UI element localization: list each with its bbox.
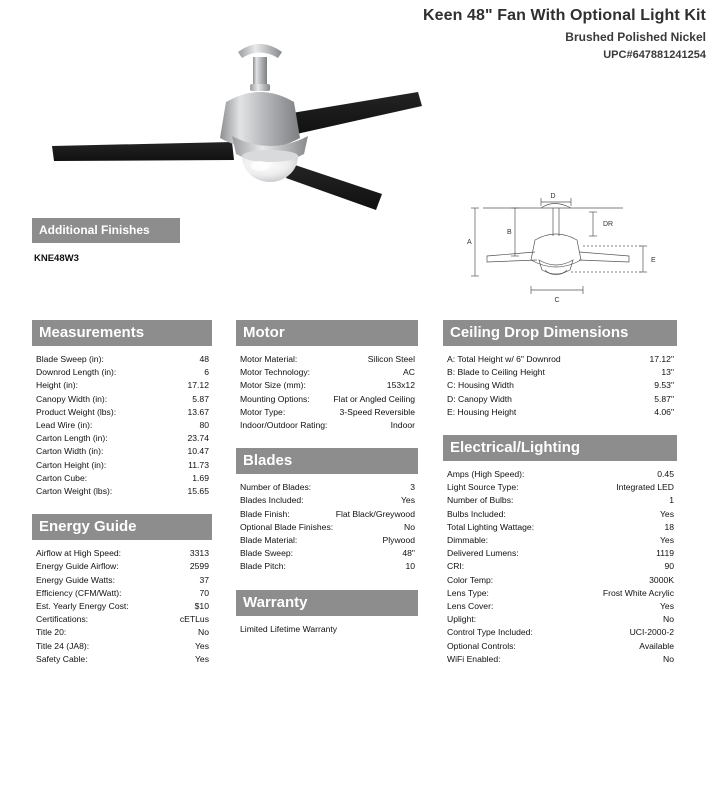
table-row: Downrod Length (in): 6 <box>36 367 209 378</box>
diagram-label-e: E <box>651 257 656 264</box>
energy-guide-header: Energy Guide <box>32 514 212 540</box>
section-electrical-lighting <box>443 435 677 666</box>
table-row: Product Weight (lbs): 13.67 <box>36 406 209 417</box>
spacer <box>443 419 677 435</box>
table-row: Carton Length (in): 23.74 <box>36 433 209 444</box>
table-row: Motor Type: 3-Speed Reversible <box>240 406 415 417</box>
table-row: Indoor/Outdoor Rating: Indoor <box>240 420 415 431</box>
table-row: Energy Guide Airflow: 2599 <box>36 561 209 572</box>
table-row: Dimmable: Yes <box>447 535 674 546</box>
table-row: Motor Size (mm): 153x12 <box>240 380 415 391</box>
column-left <box>32 320 212 666</box>
table-row: Blade Sweep (in): 48 <box>36 354 209 364</box>
table-row: Canopy Width (in): 5.87 <box>36 393 209 404</box>
diagram-label-b: B <box>507 229 512 236</box>
product-image <box>10 18 430 218</box>
table-row: Airflow at High Speed: 3313 <box>36 548 209 559</box>
table-row: CRI: 90 <box>447 561 674 572</box>
table-row: Lens Type: Frost White Acrylic <box>447 587 674 598</box>
table-row: Mounting Options: Flat or Angled Ceiling <box>240 393 415 404</box>
diagram-label-dr: DR <box>603 221 614 228</box>
table-row: Safety Cable: Yes <box>36 653 209 664</box>
table-row: Lens Cover: Yes <box>447 601 674 612</box>
table-row: Blades Included: Yes <box>240 495 415 506</box>
table-row: Total Lighting Wattage: 18 <box>447 521 674 532</box>
table-row: Carton Width (in): 10.47 <box>36 446 209 457</box>
table-row: Blade Finish: Flat Black/Greywood <box>240 508 415 519</box>
document-header <box>423 6 706 63</box>
section-blades <box>236 448 418 573</box>
spacer <box>236 574 418 590</box>
table-row: Light Source Type: Integrated LED <box>447 482 674 493</box>
blades-header: Blades <box>236 448 418 474</box>
table-row: Title 20: No <box>36 627 209 638</box>
table-row: Amps (High Speed): 0.45 <box>447 469 674 480</box>
table-row: Lead Wire (in): 80 <box>36 420 209 431</box>
additional-finishes-section <box>32 218 180 264</box>
table-row: Motor Material: Silicon Steel <box>240 354 415 364</box>
table-row: Est. Yearly Energy Cost: $10 <box>36 601 209 612</box>
section-ceiling-drop-dimensions <box>443 320 677 419</box>
diagram-label-c: C <box>554 297 560 304</box>
upc-code: UPC#647881241254 <box>603 49 706 61</box>
table-row: D: Canopy Width 5.87" <box>447 393 674 404</box>
table-row: Efficiency (CFM/Watt): 70 <box>36 587 209 598</box>
spacer <box>32 498 212 514</box>
table-row: Number of Bulbs: 1 <box>447 495 674 506</box>
table-row: Delivered Lumens: 1119 <box>447 548 674 559</box>
page-title: Keen 48" Fan With Optional Light Kit <box>422 7 706 24</box>
column-middle <box>236 320 418 636</box>
table-row: Bulbs Included: Yes <box>447 508 674 519</box>
electrical-header: Electrical/Lighting <box>443 435 677 461</box>
table-row: Uplight: No <box>447 614 674 625</box>
additional-finishes-header: Additional Finishes <box>32 218 180 243</box>
table-row: C: Housing Width 9.53" <box>447 380 674 391</box>
table-row: Number of Blades: 3 <box>240 482 415 493</box>
warranty-header: Warranty <box>236 590 418 616</box>
table-row: Height (in): 17.12 <box>36 380 209 391</box>
table-row: Optional Controls: Available <box>447 640 674 651</box>
table-row: B: Blade to Ceiling Height 13" <box>447 367 674 378</box>
table-row: Certifications: cETLus <box>36 614 209 625</box>
table-row: Blade Material: Plywood <box>240 535 415 546</box>
table-row: Control Type Included: UCI-2000-2 <box>447 627 674 638</box>
motor-header: Motor <box>236 320 418 346</box>
ceiling-drop-header: Ceiling Drop Dimensions <box>443 320 677 346</box>
table-row: A: Total Height w/ 6" Downrod 17.12" <box>447 354 674 364</box>
section-warranty <box>236 590 418 636</box>
table-row: Carton Weight (lbs): 15.65 <box>36 486 209 497</box>
warranty-text: Limited Lifetime Warranty <box>240 623 338 634</box>
section-motor <box>236 320 418 432</box>
measurements-header: Measurements <box>32 320 212 346</box>
table-row: Motor Technology: AC <box>240 367 415 378</box>
column-right <box>443 320 677 666</box>
diagram-label-a: A <box>467 239 472 246</box>
product-finish-subtitle: Brushed Polished Nickel <box>565 30 706 44</box>
table-row: Energy Guide Watts: 37 <box>36 574 209 585</box>
finish-code-0: KNE48W3 <box>34 253 79 264</box>
table-row: Carton Height (in): 11.73 <box>36 459 209 470</box>
table-row: WiFi Enabled: No <box>447 653 674 664</box>
section-energy-guide <box>32 514 212 666</box>
table-row: Color Temp: 3000K <box>447 574 674 585</box>
table-row: Title 24 (JA8): Yes <box>36 640 209 651</box>
ceiling-drop-dimension-diagram <box>443 190 683 310</box>
table-row: Optional Blade Finishes: No <box>240 521 415 532</box>
spacer <box>236 432 418 448</box>
table-row: Carton Cube: 1.69 <box>36 472 209 483</box>
table-row: Blade Sweep: 48" <box>240 548 415 559</box>
diagram-label-d: D <box>550 193 556 200</box>
table-row: E: Housing Height 4.06" <box>447 406 674 417</box>
table-row: Blade Pitch: 10 <box>240 561 415 572</box>
section-measurements <box>32 320 212 498</box>
